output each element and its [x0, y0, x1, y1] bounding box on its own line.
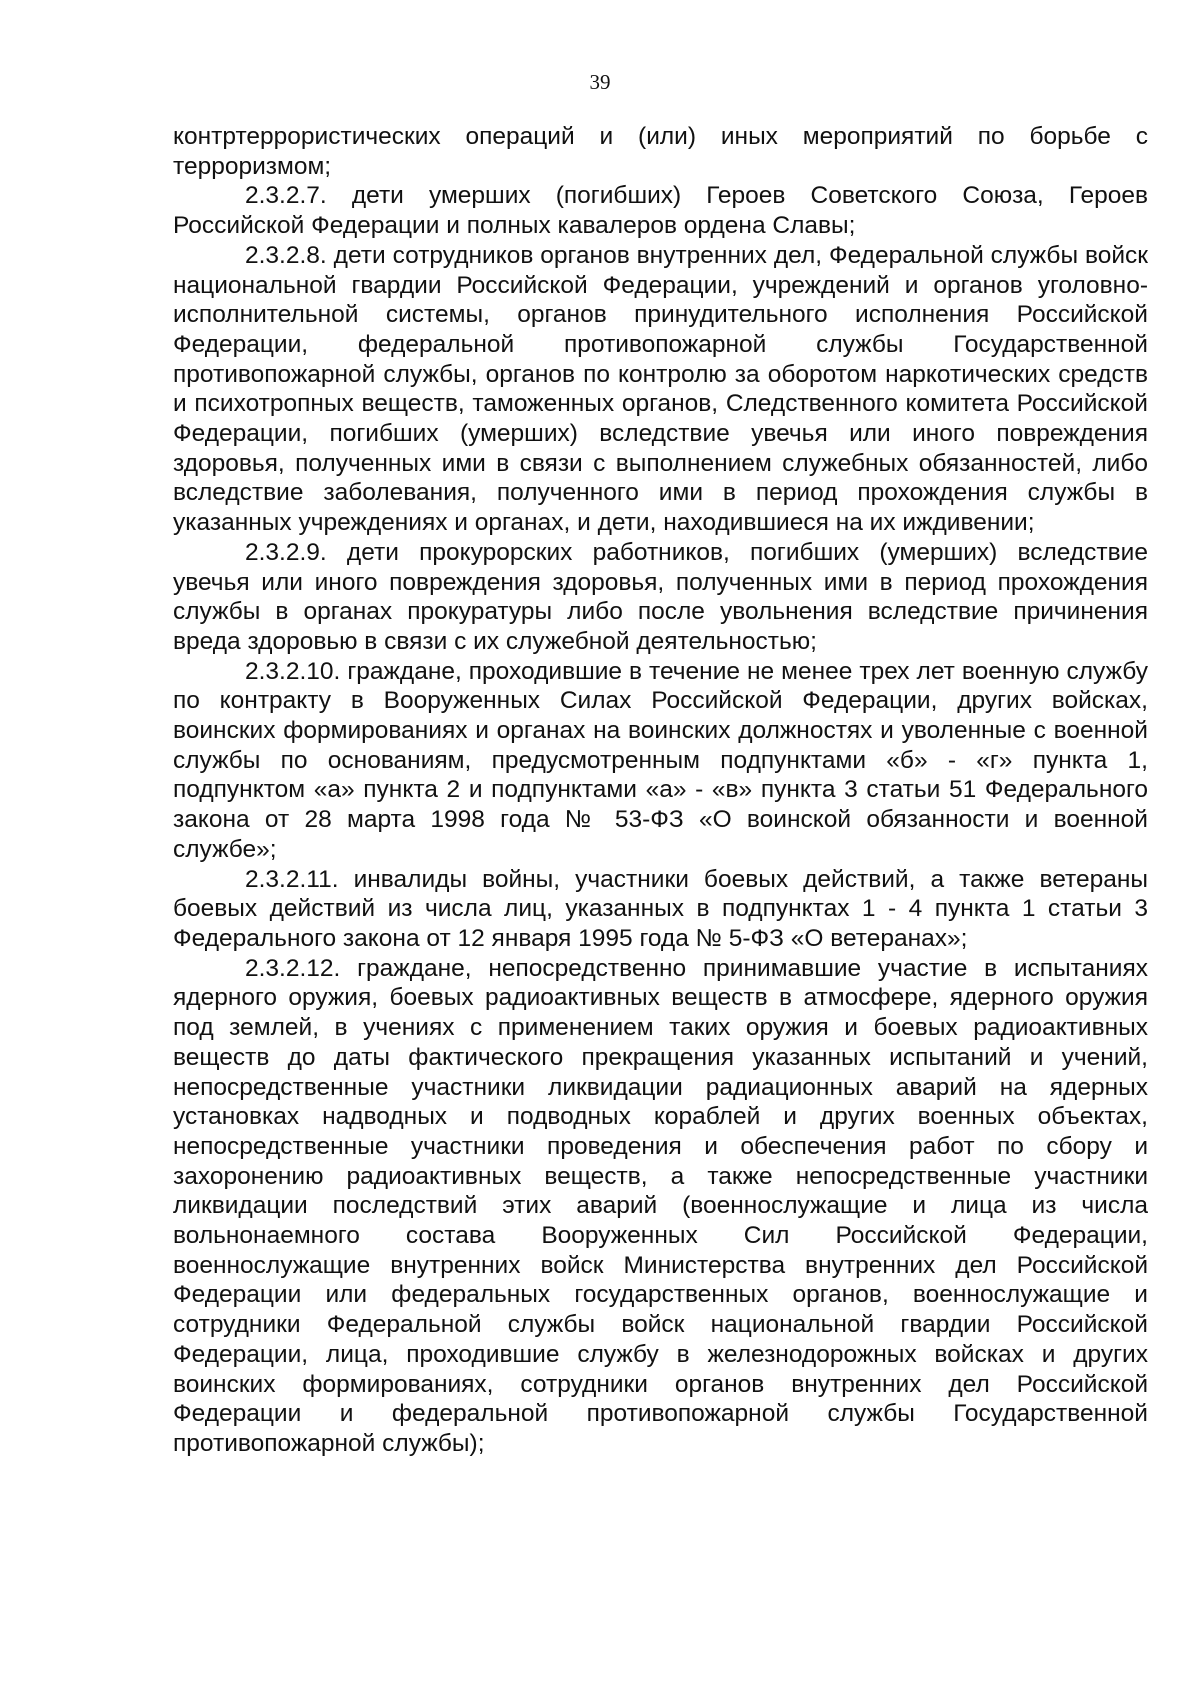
paragraph-continuation: контртеррористических операций и (или) иных мероприятий по борьбе с терроризмом; [173, 123, 1148, 180]
paragraph-2-3-2-7: 2.3.2.7. дети умерших (погибших) Героев Советского Союза, Героев Российской Федерации и полных кавалеров ордена Славы; [173, 182, 1148, 240]
document-body [173, 122, 1148, 1459]
paragraph-2-3-2-12: 2.3.2.12. граждане, непосредственно принимавшие участие в испытаниях ядерного оружия, боевых радиоактивных веществ в атмосфере, ядерного оружия под землей, в учениях с применением таких оружия и боевых радиоактивных веществ до даты фактического прекращения указанных испытаний и учений, непосредственные участники ликвидации радиационных аварий на ядерных установках надводных и подводных кораблей и других военных объектах, непосредственные участники проведения и обеспечения работ по сбору и захоронению радиоактивных веществ, а также непосредственные участники ликвидации последствий этих аварий (военнослужащие и лица из числа вольнонаемного состава Вооруженных Сил Российской Федерации, военнослужащие внутренних войск Министерства внутренних дел Российской Федерации или федеральных государственных органов, военнослужащие и сотрудники Федеральной службы войск национальной гвардии Российской Федерации, лица, проходившие службу в железнодорожных войсках и других воинских формированиях, сотрудники органов внутренних дел Российской Федерации и федеральной противопожарной службы Государственной противопожарной службы); [173, 954, 1148, 1457]
paragraph-2-3-2-10: 2.3.2.10. граждане, проходившие в течение не менее трех лет военную службу по контракту в Вооруженных Силах Российской Федерации, других войсках, воинских формированиях и органах на воинских должностях и уволенные с военной службы по основаниям, предусмотренным подпунктами «б» - «г» пункта 1, подпунктом «а» пункта 2 и подпунктами «а» - «в» пункта 3 статьи 51 Федерального закона от 28 марта 1998 года № 53-ФЗ «О воинской обязанности и военной службе»; [173, 657, 1148, 863]
paragraph-2-3-2-8: 2.3.2.8. дети сотрудников органов внутренних дел, Федеральной службы войск национальной гвардии Российской Федерации, учреждений и органов уголовно-исполнительной системы, органов принудительного исполнения Российской Федерации, федеральной противопожарной службы Государственной противопожарной службы, органов по контролю за оборотом наркотических средств и психотропных веществ, таможенных органов, Следственного комитета Российской Федерации, погибших (умерших) вследствие увечья или иного повреждения здоровья, полученных ими в связи с выполнением служебных обязанностей, либо вследствие заболевания, полученного ими в период прохождения службы в указанных учреждениях и органах, и дети, находившиеся на их иждивении; [173, 241, 1148, 537]
paragraph-2-3-2-9: 2.3.2.9. дети прокурорских работников, погибших (умерших) вследствие увечья или иного повреждения здоровья, полученных ими в период прохождения службы в органах прокуратуры либо после увольнения вследствие причинения вреда здоровью в связи с их служебной деятельностью; [173, 538, 1148, 655]
page-number: 39 [589, 70, 611, 94]
paragraph-2-3-2-11: 2.3.2.11. инвалиды войны, участники боевых действий, а также ветераны боевых действий из числа лиц, указанных в подпунктах 1 - 4 пункта 1 статьи 3 Федерального закона от 12 января 1995 года № 5-ФЗ «О ветеранах»; [173, 865, 1148, 952]
